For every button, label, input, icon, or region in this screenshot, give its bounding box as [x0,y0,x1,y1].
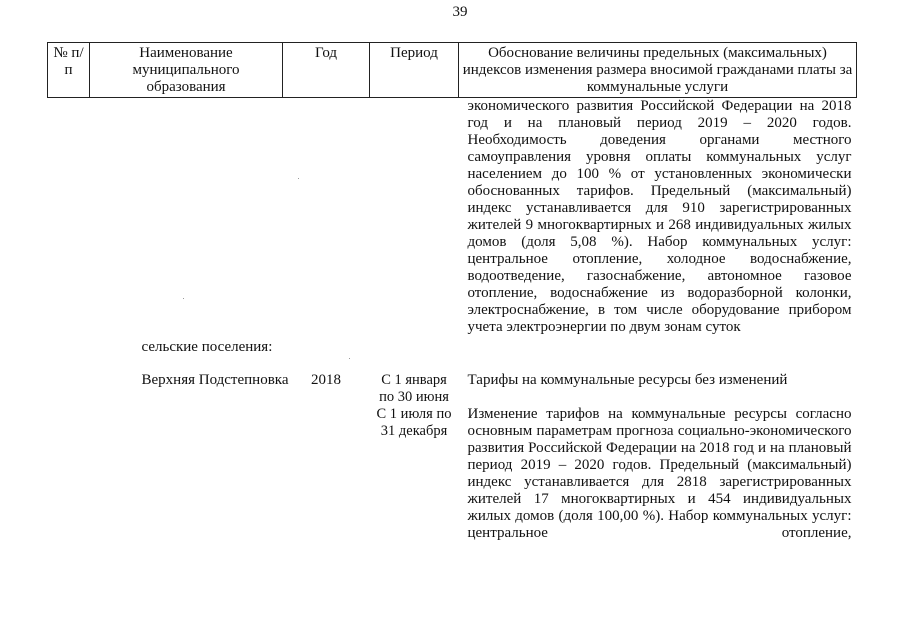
header-row-number: № п/п [48,43,90,98]
scan-speck [298,178,299,179]
period-first-half: С 1 января по 30 июня [379,372,449,405]
continuation-basis-text: экономического развития Российской Федерации на 2018 год и на плановый период 2019 – 2020 годов. Необходимость доведения органами местного самоуправления уровня оплаты коммунальных услуг населением до 100 % от установленных экономически обоснованных тарифов. Предельный (максимальный) индекс устанавливается для 910 зарегистрированных жителей 9 многоквартирных и 268 индивидуальных жилых домов (доля 5,08 %). Набор коммунальных услуг: центральное отопление, холодное водоснабжение, водоотведение, газоснабжение, автономное газовое отопление, водоснабжение из водоразборной колонки, электроснабжение, в том числе оборудование прибором учета электроэнергии по двум зонам суток [467,98,852,335]
basis-second-half: Изменение тарифов на коммунальные ресурсы согласно основным параметрам прогноза социально-экономического развития Российской Федерации на 2018 год и на плановый период 2019 – 2020 годов. Предельный (максимальный) индекс устанавливается для 2818 зарегистрированных жителей 17 многоквартирных и 454 индивидуальных жилых домов (доля 100,00 %). Набор коммунальных услуг: центральное отопление, [467,406,852,541]
entry-year: 2018 [311,372,341,388]
municipality-name: Верхняя Подстепновка [141,372,289,388]
header-municipality-name: Наименование муниципального образования [90,43,283,98]
scan-speck [349,358,350,359]
section-label: сельские поселения: [141,339,273,355]
basis-first-half: Тарифы на коммунальные ресурсы без изменений [467,372,788,388]
header-year: Год [283,43,370,98]
table-header-row [48,43,857,98]
table-row [48,98,857,337]
table-row [48,367,857,406]
table-row [48,406,857,542]
scan-speck [183,298,184,299]
section-row [48,336,857,367]
utility-index-table [47,42,857,542]
header-period: Период [370,43,459,98]
page-number: 39 [452,4,468,20]
period-second-half: С 1 июля по 31 декабря [376,406,452,439]
header-basis: Обоснование величины предельных (максимальных) индексов изменения размера вносимой гражданами платы за коммунальные услуги [459,43,857,98]
